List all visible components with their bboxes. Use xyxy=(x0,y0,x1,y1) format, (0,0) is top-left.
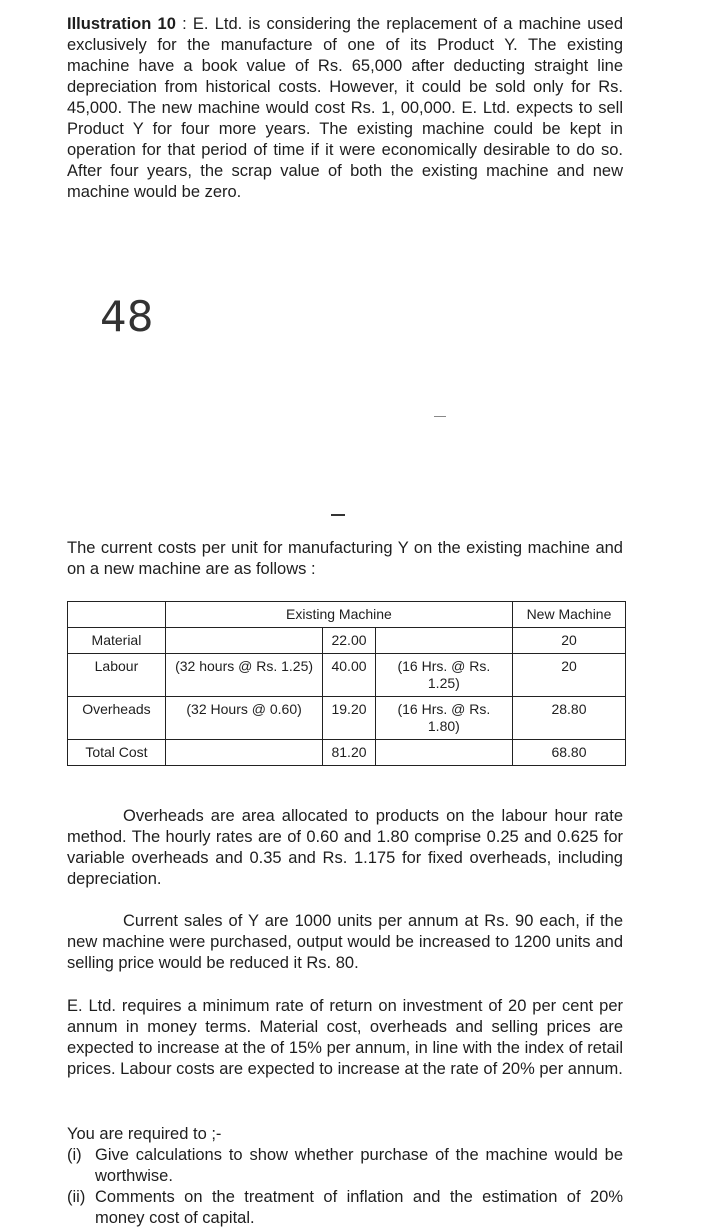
existing-detail: (32 Hours @ 0.60) xyxy=(165,697,322,740)
existing-value: 22.00 xyxy=(323,628,375,654)
cost-table xyxy=(67,601,626,766)
existing-value: 81.20 xyxy=(323,740,375,766)
illustration-label: Illustration 10 xyxy=(67,15,176,33)
new-value: 28.80 xyxy=(512,697,625,740)
new-detail: (16 Hrs. @ Rs. 1.80) xyxy=(375,697,512,740)
existing-detail xyxy=(165,628,322,654)
new-detail xyxy=(375,628,512,654)
row-label: Material xyxy=(68,628,166,654)
item-number: (i) xyxy=(67,1146,82,1164)
return-paragraph: E. Ltd. requires a minimum rate of return on investment of 20 per cent per annum in money terms. Material cost, overheads and selling prices are expected to increase at the of 15% per annum, in line with the index of retail prices. Labour costs are expected to increase at the rate of 20% per annum. xyxy=(67,997,623,1078)
required-intro: You are required to ;- xyxy=(67,1125,222,1143)
row-label: Labour xyxy=(68,654,166,697)
table-row xyxy=(68,628,626,654)
new-value: 68.80 xyxy=(512,740,625,766)
table-header-row xyxy=(68,602,626,628)
row-label: Total Cost xyxy=(68,740,166,766)
item-number: (ii) xyxy=(67,1188,86,1206)
table-row xyxy=(68,740,626,766)
scan-mark xyxy=(331,514,345,516)
current-costs-intro: The current costs per unit for manufacturing Y on the existing machine and on a new machine are as follows : xyxy=(67,539,623,578)
item-text: Comments on the treatment of inflation and the estimation of 20% money cost of capital. xyxy=(95,1188,623,1227)
page-number: 48 xyxy=(100,292,154,341)
sales-paragraph: Current sales of Y are 1000 units per annum at Rs. 90 each, if the new machine were purchased, output would be increased to 1200 units and selling price would be reduced it Rs. 80. xyxy=(67,912,623,972)
header-existing-machine: Existing Machine xyxy=(165,602,512,628)
list-item xyxy=(67,1187,623,1229)
illustration-paragraph xyxy=(67,14,623,203)
new-detail xyxy=(375,740,512,766)
item-text: Give calculations to show whether purchase of the machine would be worthwise. xyxy=(95,1146,623,1185)
new-value: 20 xyxy=(512,654,625,697)
overheads-paragraph: Overheads are area allocated to products on the labour hour rate method. The hourly rates are of 0.60 and 1.80 comprise 0.25 and 0.625 for variable overheads and 0.35 and Rs. 1.175 for fixed overheads, including depreciation. xyxy=(67,807,623,888)
existing-value: 19.20 xyxy=(323,697,375,740)
table-row xyxy=(68,654,626,697)
header-blank xyxy=(68,602,166,628)
scan-mark xyxy=(434,416,446,417)
existing-detail xyxy=(165,740,322,766)
new-detail: (16 Hrs. @ Rs. 1.25) xyxy=(375,654,512,697)
row-label: Overheads xyxy=(68,697,166,740)
illustration-text: : E. Ltd. is considering the replacement of a machine used exclusively for the manufacture of one of its Product Y. The existing machine have a book value of Rs. 65,000 after deducting straight line depreciation from historical costs. However, it could be sold only for Rs. 45,000. The new machine would cost Rs. 1, 00,000. E. Ltd. expects to sell Product Y for four more years. The existing machine could be kept in operation for that period of time if it were economically desirable to do so. After four years, the scrap value of both the existing machine and new machine would be zero. xyxy=(67,15,623,201)
existing-detail: (32 hours @ Rs. 1.25) xyxy=(165,654,322,697)
list-item xyxy=(67,1145,623,1187)
header-new-machine: New Machine xyxy=(512,602,625,628)
new-value: 20 xyxy=(512,628,625,654)
existing-value: 40.00 xyxy=(323,654,375,697)
required-list xyxy=(67,1124,623,1229)
table-row xyxy=(68,697,626,740)
